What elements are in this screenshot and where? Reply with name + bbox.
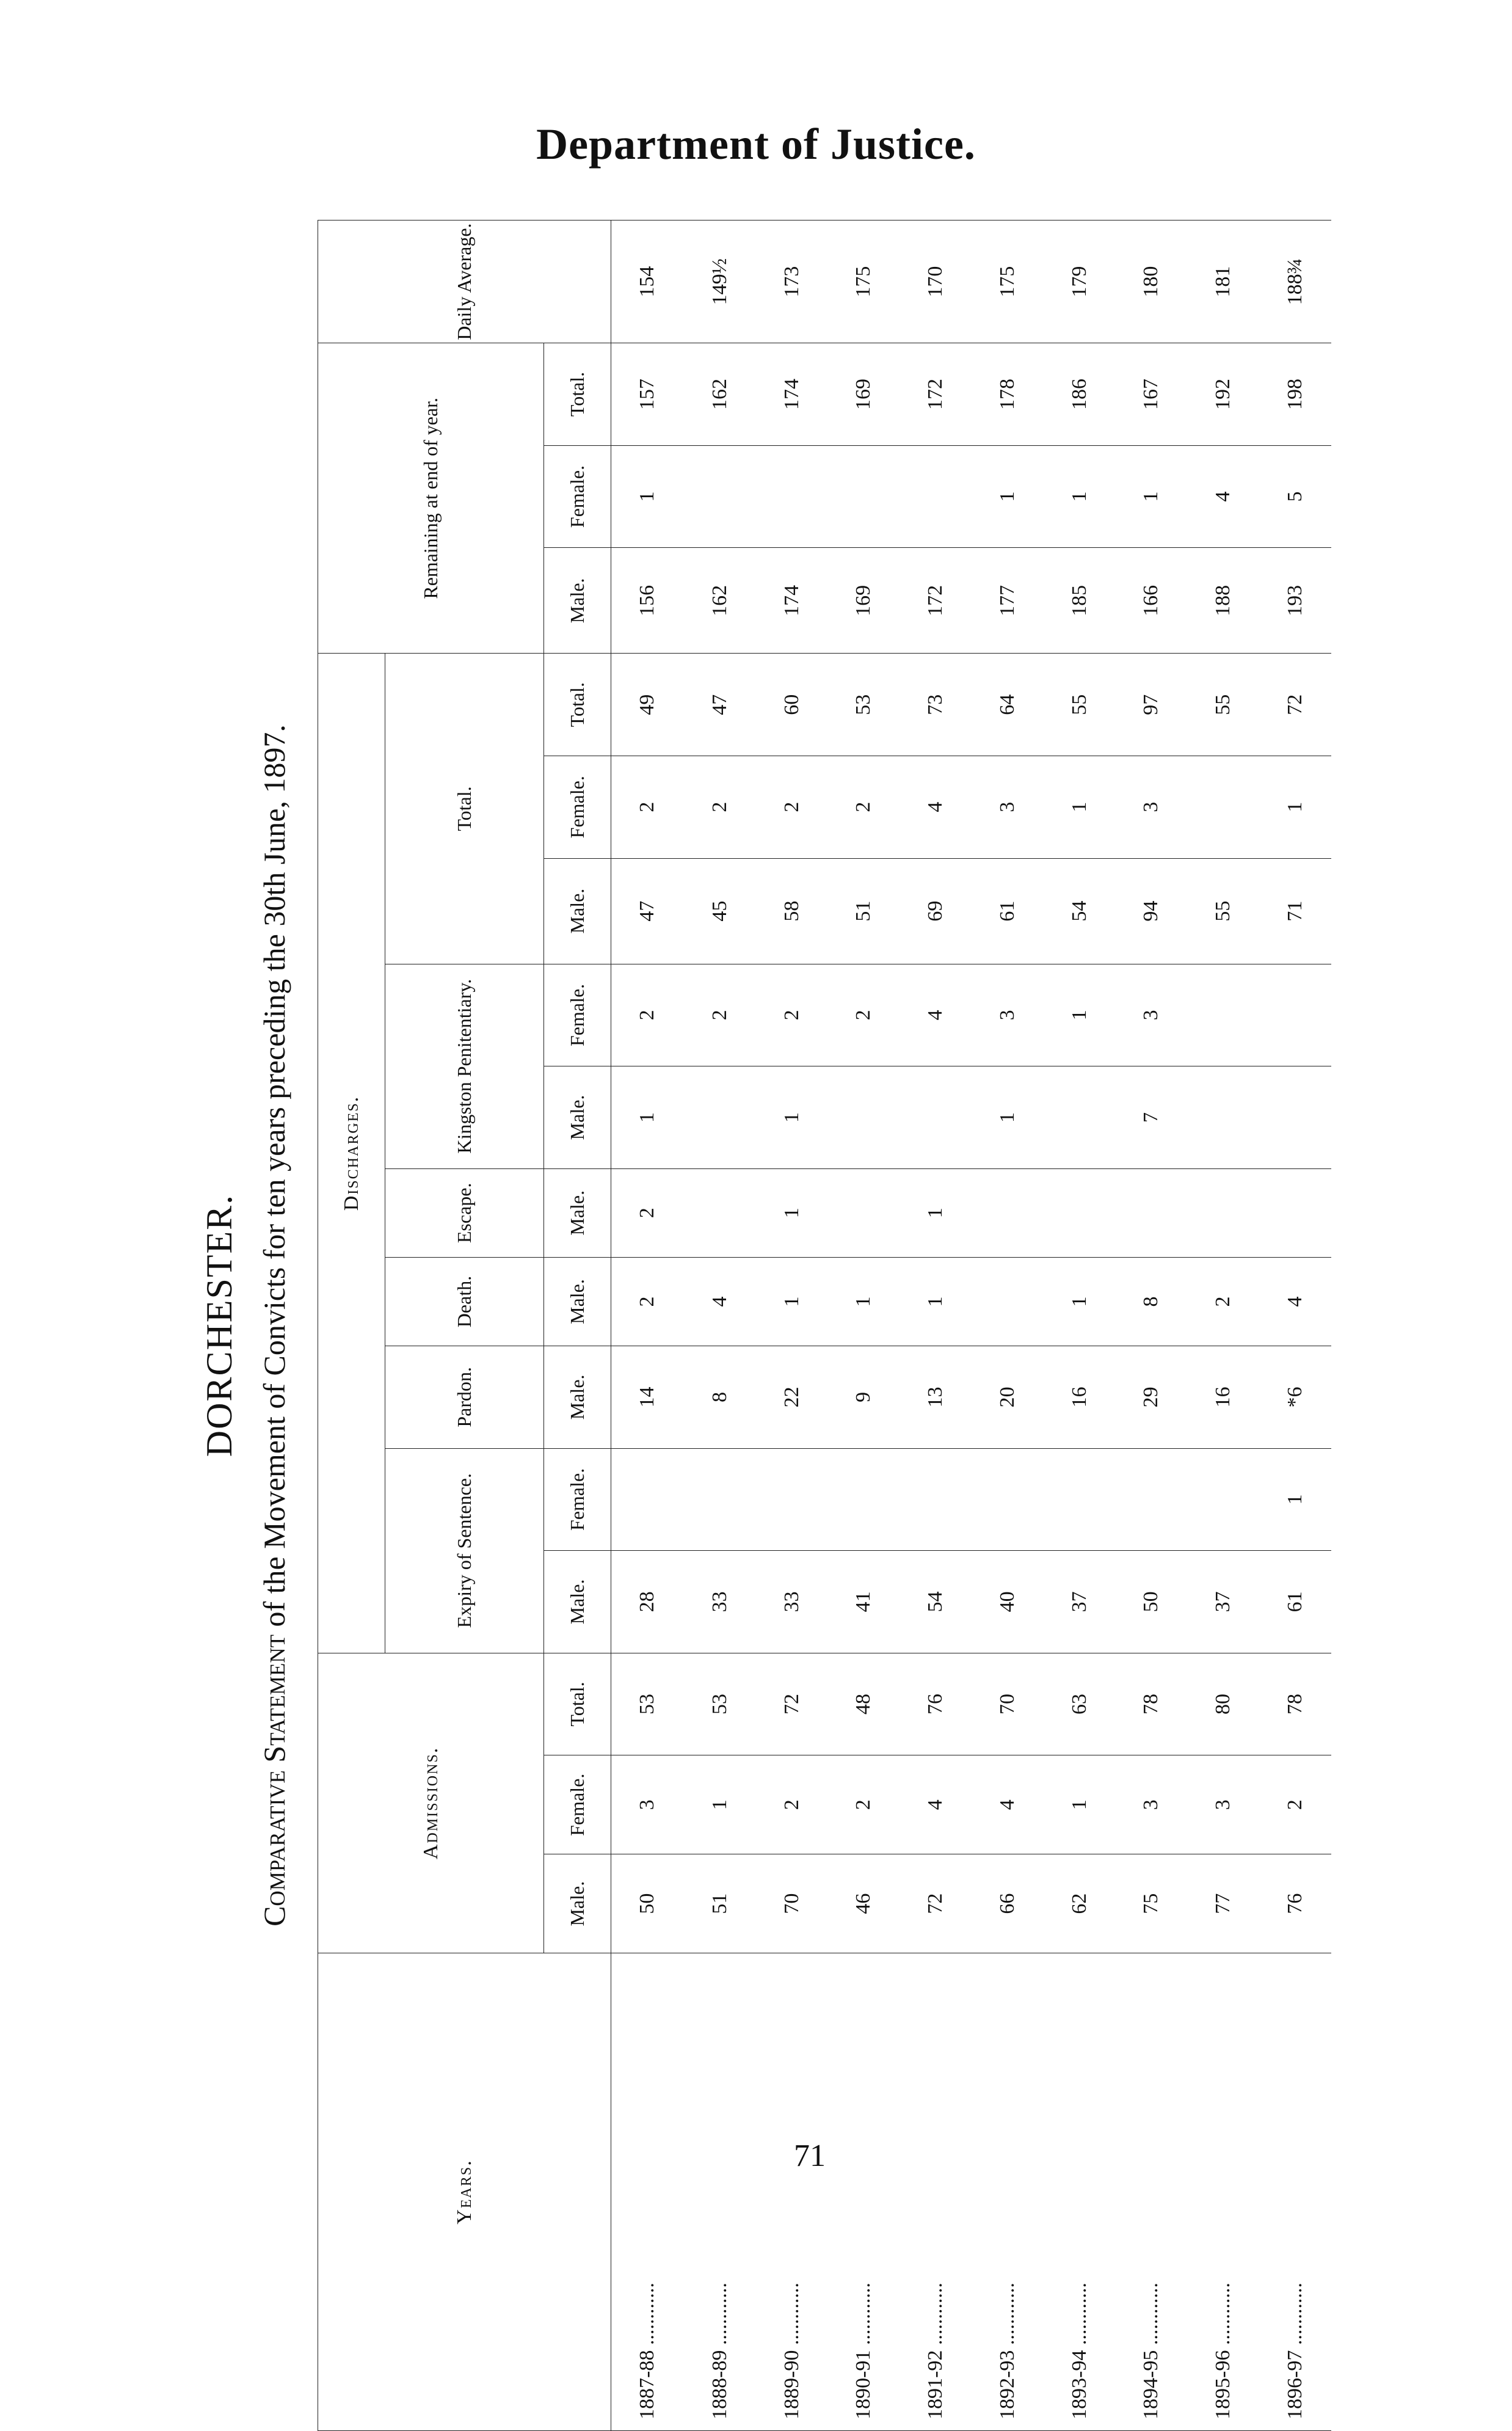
cell-rem-m: 174 [756, 548, 828, 654]
cell-tot-t: 47 [684, 654, 756, 756]
cell-kin-m [827, 1066, 900, 1169]
running-header: Department of Justice. [536, 120, 976, 169]
subtitle-smallcaps: Comparative Statement [257, 1635, 291, 1926]
cell-kin-m [1044, 1066, 1116, 1169]
sub-male: Male. [544, 1168, 611, 1257]
cell-exp-m: 37 [1044, 1551, 1116, 1653]
table-row [756, 221, 828, 2431]
cell-kin-f: 3 [972, 964, 1044, 1066]
cell-tot-m: 58 [756, 858, 828, 964]
cell-rem-m: 166 [1116, 548, 1188, 654]
year-cell: 1891-92 ............ [900, 1953, 972, 2431]
sub-male: Male. [544, 1346, 611, 1449]
cell-esc-m [1259, 1168, 1331, 1257]
cell-daily: 179 [1044, 221, 1116, 343]
cell-rem-t: 192 [1187, 343, 1259, 446]
year-cell: 1896-97 ............ [1259, 1953, 1331, 2431]
cell-exp-f: 1 [1259, 1448, 1331, 1551]
cell-adm-f: 2 [827, 1755, 900, 1854]
table-row [611, 221, 684, 2431]
cell-adm-t: 80 [1187, 1653, 1259, 1755]
cell-rem-f: 1 [1116, 445, 1188, 548]
header-pardon: Pardon. [385, 1346, 544, 1449]
cell-adm-m: 46 [827, 1854, 900, 1953]
cell-kin-f: 1 [1044, 964, 1116, 1066]
cell-kin-f: 2 [756, 964, 828, 1066]
subtitle-rest: of the Movement of Convicts for ten years preceding the 30th June, 1897. [257, 724, 291, 1635]
cell-tot-m: 61 [972, 858, 1044, 964]
year-cell: 1893-94 ............ [1044, 1953, 1116, 2431]
header-daily-average: Daily Average. [318, 221, 611, 343]
table-row [1044, 221, 1116, 2431]
cell-tot-m: 55 [1187, 858, 1259, 964]
cell-esc-m: 2 [611, 1168, 684, 1257]
cell-kin-m: 1 [972, 1066, 1044, 1169]
cell-exp-m: 37 [1187, 1551, 1259, 1653]
year-cell: 1894-95 ............ [1116, 1953, 1188, 2431]
table-body [611, 221, 1332, 2431]
cell-tot-m: 54 [1044, 858, 1116, 964]
sub-male: Male. [544, 858, 611, 964]
cell-exp-m: 41 [827, 1551, 900, 1653]
cell-kin-m: 1 [611, 1066, 684, 1169]
sub-female: Female. [544, 756, 611, 858]
cell-esc-m [1044, 1168, 1116, 1257]
cell-adm-m: 62 [1044, 1854, 1116, 1953]
cell-rem-f [900, 445, 972, 548]
cell-exp-m: 33 [756, 1551, 828, 1653]
sub-total: Total. [544, 1653, 611, 1755]
cell-adm-f: 2 [1259, 1755, 1331, 1854]
cell-rem-m: 185 [1044, 548, 1116, 654]
cell-rem-m: 172 [900, 548, 972, 654]
cell-esc-m [684, 1168, 756, 1257]
cell-tot-t: 97 [1116, 654, 1188, 756]
cell-kin-f: 3 [1116, 964, 1188, 1066]
cell-exp-m: 50 [1116, 1551, 1188, 1653]
cell-daily: 181 [1187, 221, 1259, 343]
cell-par-m: 13 [900, 1346, 972, 1449]
table-row [684, 221, 756, 2431]
cell-par-m: 29 [1116, 1346, 1188, 1449]
sub-male: Male. [544, 1257, 611, 1346]
cell-tot-t: 64 [972, 654, 1044, 756]
cell-dea-m: 1 [1044, 1257, 1116, 1346]
year-cell: 1888-89 ............ [684, 1953, 756, 2431]
cell-adm-t: 76 [900, 1653, 972, 1755]
cell-rem-m: 156 [611, 548, 684, 654]
cell-tot-t: 73 [900, 654, 972, 756]
cell-adm-t: 53 [611, 1653, 684, 1755]
sub-female: Female. [544, 1755, 611, 1854]
cell-daily: 180 [1116, 221, 1188, 343]
cell-adm-f: 1 [1044, 1755, 1116, 1854]
cell-rem-t: 172 [900, 343, 972, 446]
convict-movement-table [318, 220, 1331, 2431]
year-cell: 1890-91 ............ [827, 1953, 900, 2431]
cell-exp-f [900, 1448, 972, 1551]
table-row [1259, 221, 1331, 2431]
year-cell: 1887-88 ............ [611, 1953, 684, 2431]
cell-dea-m: 2 [611, 1257, 684, 1346]
cell-exp-m: 61 [1259, 1551, 1331, 1653]
cell-rem-m: 188 [1187, 548, 1259, 654]
cell-rem-m: 177 [972, 548, 1044, 654]
cell-rem-t: 186 [1044, 343, 1116, 446]
sub-female: Female. [544, 445, 611, 548]
sub-total: Total. [544, 343, 611, 446]
table-row [900, 221, 972, 2431]
cell-dea-m: 8 [1116, 1257, 1188, 1346]
cell-exp-m: 40 [972, 1551, 1044, 1653]
cell-adm-f: 1 [684, 1755, 756, 1854]
cell-adm-f: 3 [1187, 1755, 1259, 1854]
cell-adm-m: 75 [1116, 1854, 1188, 1953]
cell-tot-m: 94 [1116, 858, 1188, 964]
cell-dea-m: 4 [684, 1257, 756, 1346]
cell-daily: 173 [756, 221, 828, 343]
cell-esc-m: 1 [756, 1168, 828, 1257]
cell-tot-t: 53 [827, 654, 900, 756]
cell-kin-m: 7 [1116, 1066, 1188, 1169]
cell-adm-t: 63 [1044, 1653, 1116, 1755]
header-expiry: Expiry of Sentence. [385, 1448, 544, 1653]
cell-tot-t: 72 [1259, 654, 1331, 756]
cell-tot-t: 49 [611, 654, 684, 756]
cell-daily: 188¾ [1259, 221, 1331, 343]
cell-par-m: 22 [756, 1346, 828, 1449]
cell-esc-m [972, 1168, 1044, 1257]
sub-male: Male. [544, 1066, 611, 1169]
cell-par-m: 20 [972, 1346, 1044, 1449]
cell-tot-f: 2 [827, 756, 900, 858]
cell-esc-m [1187, 1168, 1259, 1257]
cell-tot-f: 3 [1116, 756, 1188, 858]
cell-kin-f: 2 [611, 964, 684, 1066]
cell-esc-m: 1 [900, 1168, 972, 1257]
cell-rem-f: 4 [1187, 445, 1259, 548]
cell-adm-t: 78 [1259, 1653, 1331, 1755]
cell-rem-t: 174 [756, 343, 828, 446]
cell-kin-m [1187, 1066, 1259, 1169]
table-row [972, 221, 1044, 2431]
cell-dea-m: 1 [900, 1257, 972, 1346]
cell-par-m: 16 [1044, 1346, 1116, 1449]
cell-daily: 170 [900, 221, 972, 343]
cell-exp-m: 28 [611, 1551, 684, 1653]
cell-rem-f [756, 445, 828, 548]
cell-exp-f [1116, 1448, 1188, 1551]
cell-par-m: 16 [1187, 1346, 1259, 1449]
cell-adm-m: 70 [756, 1854, 828, 1953]
cell-rem-t: 167 [1116, 343, 1188, 446]
table-row [1187, 221, 1259, 2431]
cell-kin-f: 4 [900, 964, 972, 1066]
cell-par-m: 14 [611, 1346, 684, 1449]
cell-rem-f: 5 [1259, 445, 1331, 548]
cell-rem-f: 1 [1044, 445, 1116, 548]
cell-adm-m: 50 [611, 1854, 684, 1953]
cell-rem-m: 162 [684, 548, 756, 654]
cell-tot-t: 60 [756, 654, 828, 756]
cell-dea-m: 1 [827, 1257, 900, 1346]
cell-tot-f: 1 [1259, 756, 1331, 858]
cell-kin-f: 2 [684, 964, 756, 1066]
cell-adm-t: 78 [1116, 1653, 1188, 1755]
cell-dea-m: 1 [756, 1257, 828, 1346]
cell-tot-m: 51 [827, 858, 900, 964]
cell-kin-f [1259, 964, 1331, 1066]
cell-esc-m [1116, 1168, 1188, 1257]
cell-dea-m [972, 1257, 1044, 1346]
cell-tot-m: 45 [684, 858, 756, 964]
cell-kin-m [1259, 1066, 1331, 1169]
cell-rem-t: 178 [972, 343, 1044, 446]
cell-adm-m: 66 [972, 1854, 1044, 1953]
cell-adm-t: 53 [684, 1653, 756, 1755]
cell-adm-f: 2 [756, 1755, 828, 1854]
sub-male: Male. [544, 548, 611, 654]
header-death: Death. [385, 1257, 544, 1346]
cell-kin-f [1187, 964, 1259, 1066]
cell-tot-m: 69 [900, 858, 972, 964]
cell-rem-f: 1 [972, 445, 1044, 548]
cell-adm-t: 48 [827, 1653, 900, 1755]
sub-total: Total. [544, 654, 611, 756]
cell-adm-f: 4 [900, 1755, 972, 1854]
cell-rem-t: 169 [827, 343, 900, 446]
cell-daily: 175 [827, 221, 900, 343]
header-years: Years. [318, 1953, 611, 2431]
cell-adm-f: 3 [611, 1755, 684, 1854]
cell-adm-f: 4 [972, 1755, 1044, 1854]
cell-kin-m [900, 1066, 972, 1169]
cell-rem-f [827, 445, 900, 548]
cell-exp-f [1187, 1448, 1259, 1551]
cell-adm-m: 76 [1259, 1854, 1331, 1953]
cell-par-m: 9 [827, 1346, 900, 1449]
cell-rem-f [684, 445, 756, 548]
cell-tot-f: 4 [900, 756, 972, 858]
cell-adm-t: 70 [972, 1653, 1044, 1755]
header-escape: Escape. [385, 1168, 544, 1257]
cell-exp-m: 54 [900, 1551, 972, 1653]
header-discharges: Discharges. [318, 654, 385, 1653]
cell-kin-m [684, 1066, 756, 1169]
header-admissions: Admissions. [318, 1653, 544, 1953]
cell-par-m: *6 [1259, 1346, 1331, 1449]
table-subtitle [256, 220, 292, 2431]
cell-tot-t: 55 [1187, 654, 1259, 756]
cell-daily: 154 [611, 221, 684, 343]
cell-rem-t: 157 [611, 343, 684, 446]
cell-exp-f [684, 1448, 756, 1551]
cell-tot-f [1187, 756, 1259, 858]
table-title: DORCHESTER. [199, 1194, 239, 1457]
header-kingston: Kingston Penitentiary. [385, 964, 544, 1168]
cell-exp-f [1044, 1448, 1116, 1551]
year-cell: 1895-96 ............ [1187, 1953, 1259, 2431]
cell-exp-f [972, 1448, 1044, 1551]
cell-tot-f: 2 [611, 756, 684, 858]
cell-esc-m [827, 1168, 900, 1257]
year-cell: 1892-93 ............ [972, 1953, 1044, 2431]
table-row [1116, 221, 1188, 2431]
cell-tot-t: 55 [1044, 654, 1116, 756]
cell-tot-f: 3 [972, 756, 1044, 858]
cell-daily: 175 [972, 221, 1044, 343]
cell-rem-t: 162 [684, 343, 756, 446]
table-row [827, 221, 900, 2431]
cell-exp-f [827, 1448, 900, 1551]
rotated-table-block [199, 220, 1331, 2431]
cell-daily: 149½ [684, 221, 756, 343]
cell-adm-m: 77 [1187, 1854, 1259, 1953]
sub-male: Male. [544, 1551, 611, 1653]
sub-female: Female. [544, 964, 611, 1066]
cell-rem-m: 169 [827, 548, 900, 654]
page-number: 71 [794, 2138, 826, 2173]
cell-tot-f: 2 [756, 756, 828, 858]
cell-dea-m: 2 [1187, 1257, 1259, 1346]
cell-dea-m: 4 [1259, 1257, 1331, 1346]
header-remaining: Remaining at end of year. [318, 343, 544, 654]
cell-exp-m: 33 [684, 1551, 756, 1653]
year-cell: 1889-90 ............ [756, 1953, 828, 2431]
cell-exp-f [611, 1448, 684, 1551]
header-discharge-total: Total. [385, 654, 544, 964]
cell-rem-m: 193 [1259, 548, 1331, 654]
cell-adm-m: 72 [900, 1854, 972, 1953]
cell-tot-f: 2 [684, 756, 756, 858]
cell-tot-f: 1 [1044, 756, 1116, 858]
sub-female: Female. [544, 1448, 611, 1551]
cell-kin-f: 2 [827, 964, 900, 1066]
cell-adm-t: 72 [756, 1653, 828, 1755]
cell-rem-f: 1 [611, 445, 684, 548]
cell-tot-m: 47 [611, 858, 684, 964]
cell-adm-m: 51 [684, 1854, 756, 1953]
cell-kin-m: 1 [756, 1066, 828, 1169]
cell-tot-m: 71 [1259, 858, 1331, 964]
cell-adm-f: 3 [1116, 1755, 1188, 1854]
sub-male: Male. [544, 1854, 611, 1953]
cell-rem-t: 198 [1259, 343, 1331, 446]
cell-exp-f [756, 1448, 828, 1551]
cell-par-m: 8 [684, 1346, 756, 1449]
